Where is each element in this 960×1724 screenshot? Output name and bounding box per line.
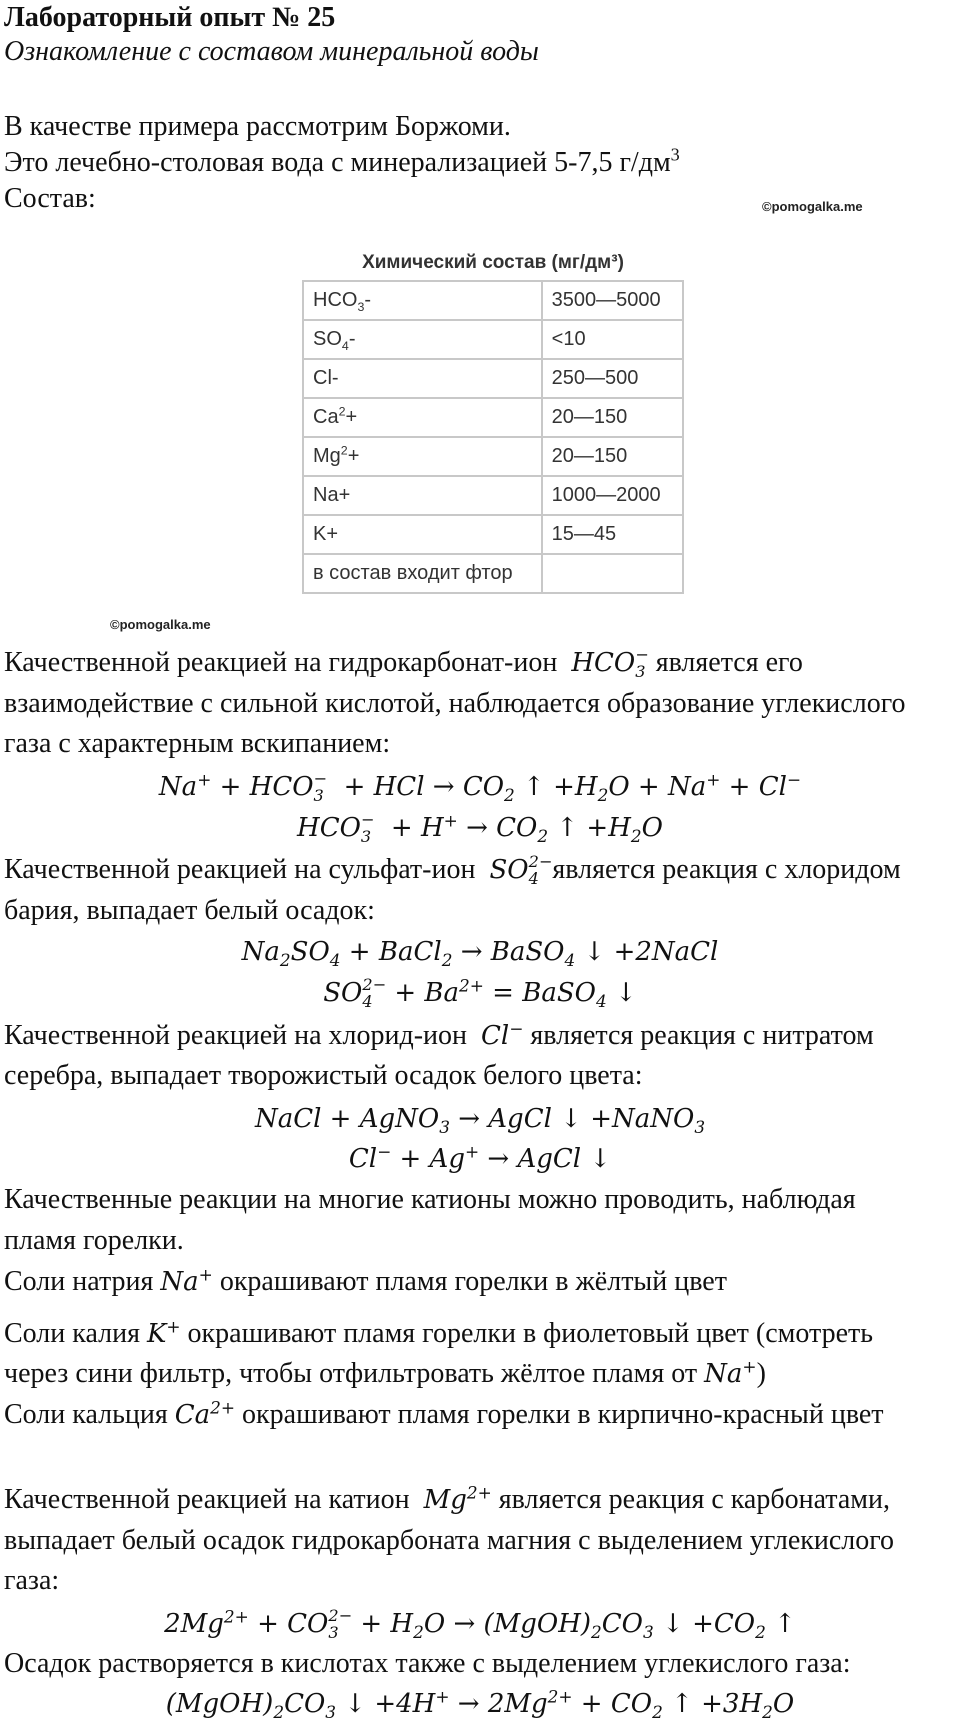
ion-cell: $Ca^2+$	[303, 398, 542, 437]
so4-text-line-2: бария, выпадает белый осадок:	[4, 895, 375, 926]
hco3-text-line-3: газа с характерным вскипанием:	[4, 728, 391, 759]
equation-so4-ionic: SO 2− 4 + $Ba^{2+}$ = BaSO$_4$ ↓	[323, 975, 637, 1012]
equation-mg-precipitation: $2Mg^{2+}$ + CO 2− 3 + $H_2O$ → $(MgOH)_2CO_3$ ↓ $+CO_2$ ↑	[164, 1606, 796, 1643]
ion-cell: Na+	[303, 476, 542, 515]
na-ion-formula: Na+	[160, 1264, 213, 1297]
equation-cl-ionic: Cl− + Ag+ → AgCl ↓	[348, 1141, 612, 1174]
ion-cell: Cl-	[303, 359, 542, 398]
mg-ion-formula: $Mg^{2+}$	[423, 1482, 492, 1515]
table-row	[303, 398, 683, 437]
hco3-text-line-2: взаимодействие с сильной кислотой, наблюдается образование углекислого	[4, 688, 906, 719]
cl-text-line-1: Качественной реакцией на хлорид-ион Cl− является реакция с нитратом	[4, 1018, 874, 1051]
cl-text-line-2: серебра, выпадает творожистый осадок белого цвета:	[4, 1060, 643, 1091]
so4-ion-formula: SO 2− 4	[489, 852, 553, 888]
page-subtitle: Ознакомление с составом минеральной воды	[4, 36, 539, 67]
ion-cell: $HCO_3-$	[303, 281, 542, 320]
table-row	[303, 320, 683, 359]
ion-cell: в состав входит фтор	[303, 554, 542, 593]
watermark-bottom: ©pomogalka.me	[110, 617, 211, 632]
composition-table-block	[302, 252, 684, 594]
flame-potassium-line-1: Соли калия K+ окрашивают пламя горелки в фиолетовый цвет (смотреть	[4, 1316, 874, 1349]
flame-text-line-1: Качественные реакции на многие катионы можно проводить, наблюдая	[4, 1184, 856, 1215]
equation-mg-dissolution: $(MgOH)_2CO_3$ ↓ $+4H^+ \to 2Mg^{2+} + CO_2$ ↑ $+3H_2O$	[165, 1686, 795, 1723]
table-caption: Химический состав (мг/дм³)	[362, 252, 624, 273]
intro-line-3: Состав:	[4, 183, 96, 214]
table-row	[303, 437, 683, 476]
intro-line-2: Это лечебно-столовая вода с минерализацией 5-7,5 $г/дм^3$	[4, 144, 680, 178]
hco3-text-line-1: Качественной реакцией на гидрокарбонат-ион HCO − 3 является его	[4, 645, 803, 681]
equation-hco3-ionic: HCO − 3 + $H^+ \to CO_2$ ↑ $+H_2O$	[297, 810, 663, 847]
value-cell: 250—500	[542, 359, 683, 398]
table-row	[303, 515, 683, 554]
flame-sodium-line: Соли натрия Na+ окрашивают пламя горелки в жёлтый цвет	[4, 1264, 727, 1297]
hco3-ion-formula: HCO − 3	[571, 645, 649, 681]
watermark-top: ©pomogalka.me	[762, 199, 863, 214]
value-cell: 20—150	[542, 398, 683, 437]
units-superscript: 3	[670, 144, 680, 165]
equation-so4-molecular: $Na_2SO_4$ + BaCl$_2$ → BaSO$_4$ ↓ +2NaCl	[241, 937, 719, 971]
value-cell	[542, 554, 683, 593]
ion-cell: K+	[303, 515, 542, 554]
flame-calcium-line: Соли кальция $Ca^{2+}$ окрашивают пламя горелки в кирпично-красный цвет	[4, 1397, 884, 1430]
mg-text-line-2: выпадает белый осадок гидрокарбоната магния с выделением углекислого	[4, 1525, 895, 1556]
value-cell: 15—45	[542, 515, 683, 554]
equation-cl-molecular: NaCl + AgNO$_3$ → AgCl ↓ +NaNO$_3$	[254, 1104, 706, 1138]
table-row	[303, 359, 683, 398]
table-row	[303, 476, 683, 515]
value-cell: 1000—2000	[542, 476, 683, 515]
table-row	[303, 554, 683, 593]
k-ion-formula: K+	[146, 1316, 181, 1349]
value-cell: 3500—5000	[542, 281, 683, 320]
page-title: Лабораторный опыт № 25	[4, 2, 336, 33]
table-row	[303, 281, 683, 320]
mg-text-line-3: газа:	[4, 1565, 60, 1596]
value-cell: 20—150	[542, 437, 683, 476]
value-cell: <10	[542, 320, 683, 359]
flame-potassium-line-2: через сини фильтр, чтобы отфильтровать жёлтое пламя от Na+)	[4, 1356, 766, 1389]
cl-ion-formula: Cl−	[481, 1018, 524, 1051]
equation-hco3-molecular: Na+ + HCO − 3 + HCl → $CO_2$ ↑ $+H_2O + Na^+ + Cl^-$	[158, 769, 802, 806]
flame-text-line-2: пламя горелки.	[4, 1225, 184, 1256]
mg-text-line-4: Осадок растворяется в кислотах также с выделением углекислого газа:	[4, 1648, 851, 1679]
composition-table	[302, 280, 684, 594]
so4-text-line-1: Качественной реакцией на сульфат-ион SO 2− 4 является реакция с хлоридом	[4, 852, 901, 888]
mg-text-line-1: Качественной реакцией на катион $Mg^{2+}$ является реакция с карбонатами,	[4, 1482, 891, 1515]
ion-cell: $Mg^2+$	[303, 437, 542, 476]
na-ion-formula-2: Na+	[704, 1356, 757, 1389]
ion-cell: $SO_4-$	[303, 320, 542, 359]
ca-ion-formula: $Ca^{2+}$	[174, 1397, 236, 1430]
intro-line-1: В качестве примера рассмотрим Боржоми.	[4, 111, 511, 142]
